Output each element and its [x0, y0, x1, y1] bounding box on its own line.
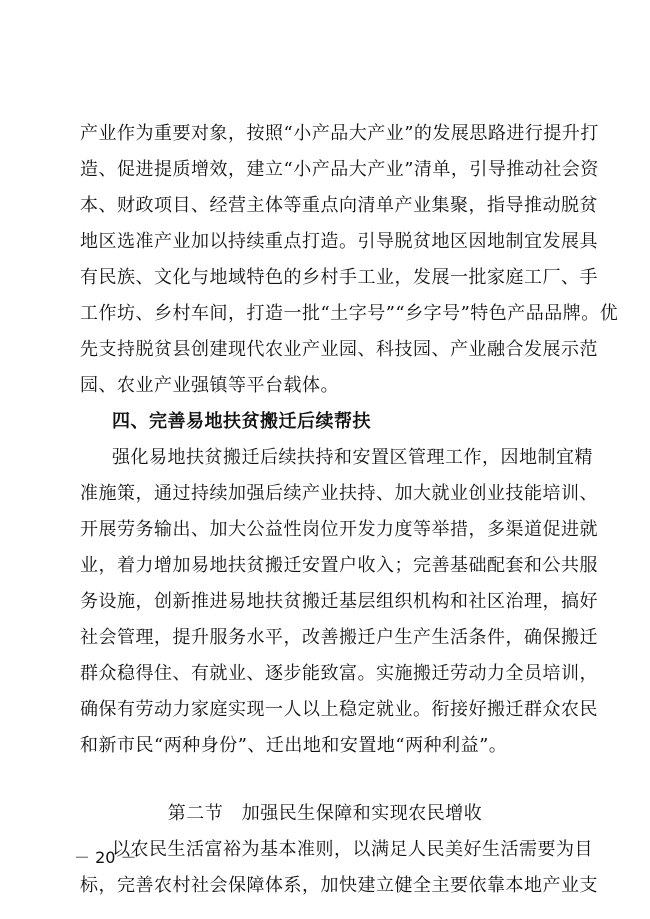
paragraph-1-line-3: 本、财政项目、经营主体等重点向清单产业集聚，指导推动脱贫	[80, 195, 598, 216]
paragraph-1-line-2: 造、促进提质增效，建立“小产品大产业”清单，引导推动社会资	[80, 159, 599, 180]
paragraph-2-line-6: 社会管理，提升服务水平，改善搬迁户生产生活条件，确保搬迁	[80, 627, 598, 648]
paragraph-3-line-1: 以农民生活富裕为基本准则，以满足人民美好生活需要为目	[112, 839, 593, 860]
paragraph-2-line-4: 业，着力增加易地扶贫搬迁安置户收入；完善基础配套和公共服	[80, 555, 598, 576]
paragraph-2-line-2: 准施策，通过持续加强后续产业扶持、加大就业创业技能培训、	[80, 483, 598, 504]
paragraph-1-line-4: 地区选准产业加以持续重点打造。引导脱贫地区因地制宜发展具	[80, 231, 598, 252]
paragraph-1-line-8: 园、农业产业强镇等平台载体。	[80, 375, 339, 396]
paragraph-2-line-5: 务设施，创新推进易地扶贫搬迁基层组织机构和社区治理，搞好	[80, 591, 598, 612]
paragraph-3-line-2: 标，完善农村社会保障体系，加快建立健全主要依靠本地产业支	[80, 875, 598, 896]
paragraph-2-line-8: 确保有劳动力家庭实现一人以上稳定就业。衔接好搬迁群众农民	[80, 699, 598, 720]
paragraph-2-line-9: 和新市民“两种身份”、迁出地和安置地“两种利益”。	[80, 735, 508, 756]
paragraph-1-line-6: 工作坊、乡村车间，打造一批“土字号”“乡字号”特色产品品牌。优	[80, 303, 619, 324]
page-number: － 20 －	[74, 848, 137, 867]
paragraph-2-line-1: 强化易地扶贫搬迁后续扶持和安置区管理工作，因地制宜精	[112, 447, 593, 468]
paragraph-1-line-1: 产业作为重要对象，按照“小产品大产业”的发展思路进行提升打	[80, 123, 599, 144]
paragraph-1-line-5: 有民族、文化与地域特色的乡村手工业，发展一批家庭工厂、手	[80, 267, 598, 288]
paragraph-2-line-7: 群众稳得住、有就业、逐步能致富。实施搬迁劳动力全员培训，	[80, 663, 598, 684]
paragraph-1-line-7: 先支持脱贫县创建现代农业产业园、科技园、产业融合发展示范	[80, 339, 598, 360]
paragraph-2-line-3: 开展劳务输出、加大公益性岗位开发力度等举措，多渠道促进就	[80, 519, 598, 540]
section-title: 第二节 加强民生保障和实现农民增收	[167, 803, 483, 824]
section-heading-4: 四、完善易地扶贫搬迁后续帮扶	[112, 411, 371, 432]
